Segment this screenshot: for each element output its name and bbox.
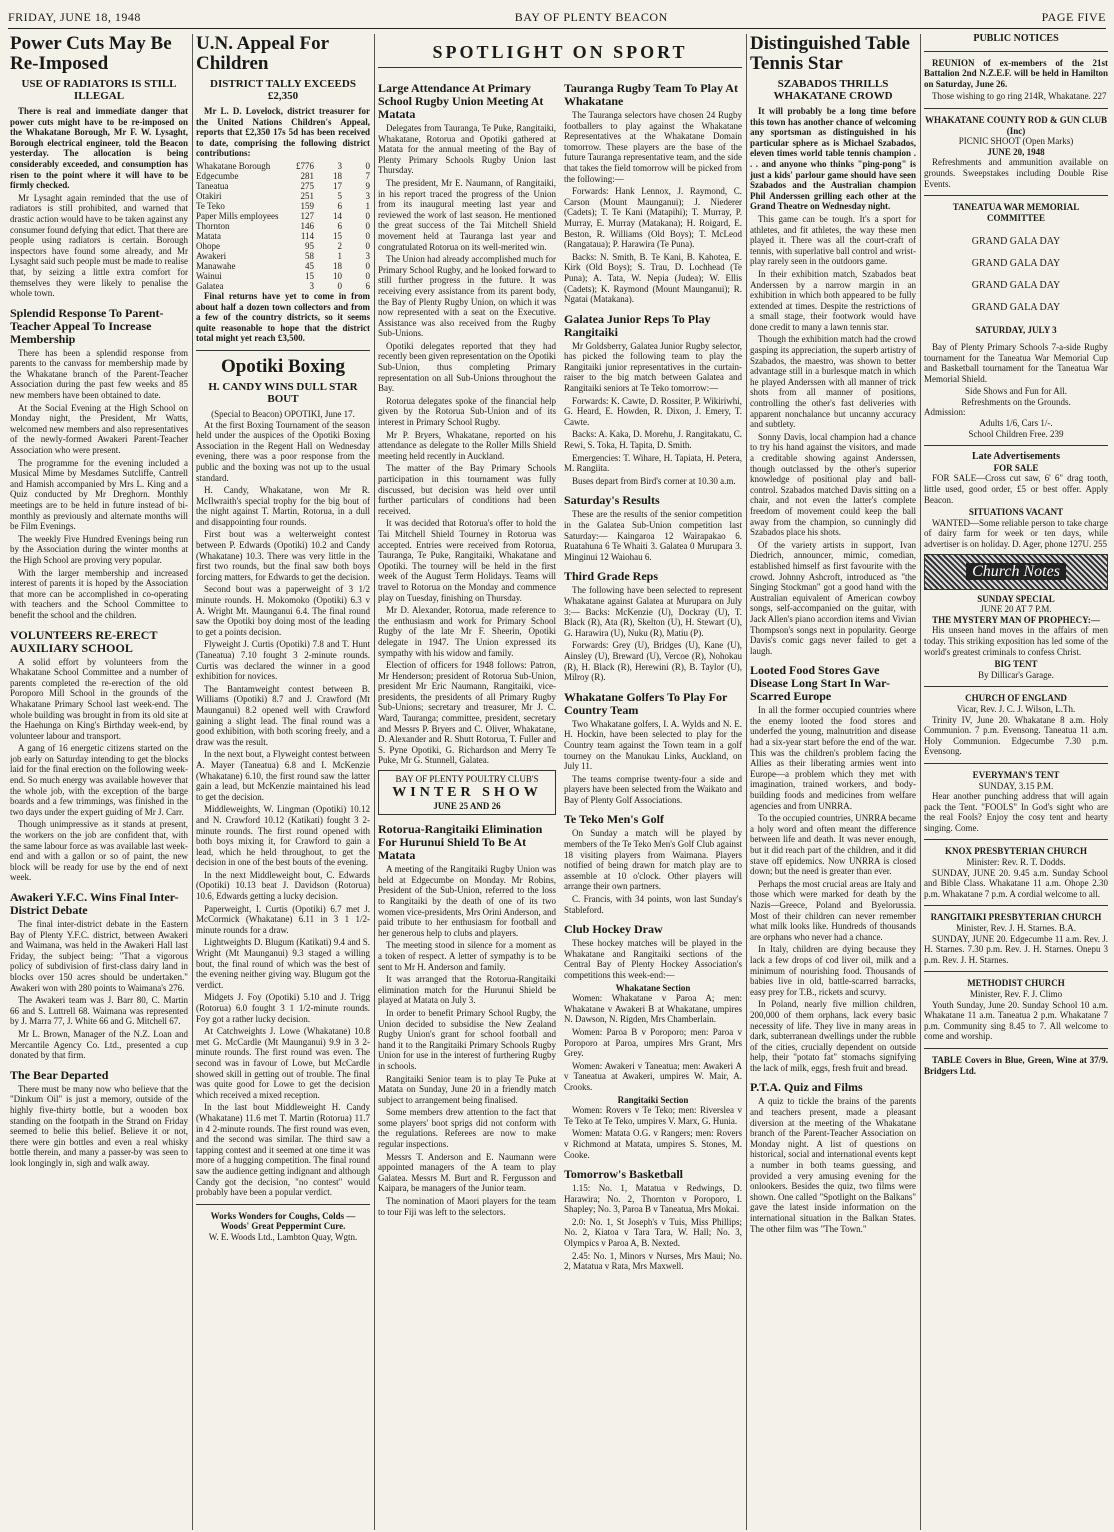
district-name: Whakatane Borough xyxy=(196,160,271,171)
byline: (Special to Beacon) OPOTIKI, June 17. xyxy=(211,408,355,419)
district-name: Awakeri xyxy=(196,250,227,261)
headline-bear-departed: The Bear Departed xyxy=(10,1067,109,1082)
rod-gun-club: WHAKATANE COUNTY ROD & GUN CLUB (Inc) xyxy=(924,114,1108,136)
paragraph: Mr Goldsberry, Galatea Junior Rugby selector, has picked the following team to play the Rangitaiki junior representatives in the curtain-raiser to the big match between Galatea and Rangitaiki seniors at Te Teko tomorrow:— xyxy=(564,340,742,394)
shillings: 6 xyxy=(337,200,342,211)
district-name: Matata xyxy=(196,230,221,241)
paragraph: A solid effort by volunteers from the Whakatane School Committee and a number of parents completed the re-erection of the old Poroporo Mill School in the grounds of the Whakatane Primary School last week-end. The whole building was brought in from its old site at the Haehunga on King's Birthday week-end, by volunteer labour and transport. xyxy=(10,656,188,741)
paragraph: Perhaps the most crucial areas are Italy and those which were marked for death by the Nazis—Greece, Poland and Byelorussia. Most of their children can never remember what milk looks like. Hundreds of thousands are orphans who never had a chance. xyxy=(750,878,916,942)
paragraph: Flyweight J. Curtis (Opotiki) 7.8 and T. Hunt (Taneatua) 7.10 fought 3 2-minute rounds. Curtis was declared the winner in a good exhibition for novices. xyxy=(196,639,370,682)
masthead-rule xyxy=(8,28,1106,29)
tally-row xyxy=(196,211,370,221)
paragraph: The following have been selected to represent Whakatane against Galatea at Murupara on July 3:— Backs: McKenzie (U), Dockray (U), T. Black (R), Ata (R), Skelton (U), H. Stewart (U), G. Harawira (U), Nuku (R), Matiu (P). xyxy=(564,585,742,638)
picnic-details: Refreshments and ammunition available on grounds. Sweepstakes including Double Rise Events. xyxy=(924,157,1108,189)
paragraph: Buses depart from Bird's corner at 10.30 a.m. xyxy=(572,475,736,486)
headline-table-tennis: Distinguished Table Tennis Star xyxy=(750,34,910,74)
district-name: Otakiri xyxy=(196,190,222,201)
column-4 xyxy=(564,74,742,1530)
gala-day: GRAND GALA DAY xyxy=(971,302,1061,314)
pounds: 146 xyxy=(300,220,314,231)
gala-day: GRAND GALA DAY xyxy=(971,236,1061,248)
church-of-england: CHURCH OF ENGLAND xyxy=(965,693,1067,704)
gala-refreshments: Refreshments on the Grounds. xyxy=(961,396,1071,407)
headline-pta-quiz: P.T.A. Quiz and Films xyxy=(750,1080,863,1095)
subhead-candy: H. CANDY WINS DULL STAR BOUT xyxy=(208,380,358,405)
district-name: Wainui xyxy=(196,270,222,281)
paragraph: Election of officers for 1948 follows: Patron, Mr Henderson; president of Rotorua Sub-Union, president Mr Eric Naumann, Rangitaiki, vice-presidents, the presidents of all Primary Rugby Sub-Unions; secretary and treasurer, Mr J. C. Ward, Tauranga; committee, president, secretary and Messrs P. Bryers and C. Oliver, Whakatane, D. Alexander and R. Shutt Rotorua, T. Fuller and S. Pyne Opotiki, G. Richardson and Merry Te Puke, Mr G. Stunnell, Galatea. xyxy=(378,660,556,766)
pounds: 45 xyxy=(305,260,314,271)
everymans-time: SUNDAY, 3.15 P.M. xyxy=(978,780,1054,791)
district-name: Ohope xyxy=(196,240,220,251)
district-name: Galatea xyxy=(196,280,224,291)
pence: 0 xyxy=(365,220,370,231)
knox-minister: Minister: Rev. R. T. Dodds. xyxy=(966,857,1066,868)
divider xyxy=(924,195,1108,196)
tally-row xyxy=(196,221,370,231)
paragraph: Women: Matata O.G. v Rangers; men: Rovers v Richmond at Matata, umpires S. Stones, M. Cooke. xyxy=(564,1128,742,1160)
pounds: 58 xyxy=(305,250,314,261)
big-tent: BIG TENT xyxy=(994,659,1038,670)
shillings: 15 xyxy=(333,230,342,241)
column-rule xyxy=(374,34,375,1530)
shillings: 6 xyxy=(337,220,342,231)
column-rule xyxy=(746,34,747,1530)
pounds: 95 xyxy=(305,240,314,251)
headline-te-teko-golf: Te Teko Men's Golf xyxy=(564,812,664,827)
paragraph: The weekly Five Hundred Evenings being run by the Association during the winter months at the High School are proving very popular. xyxy=(10,533,188,565)
paragraph: To the occupied countries, UNRRA became a holy word and often meant the difference between life and death. It was never enough, but it did reach part of the children, and it did stave off epidemics. Now UNRRA is closed down; but the need is greater than ever. xyxy=(750,813,916,877)
shillings: 17 xyxy=(333,180,342,191)
paragraph: In the last bout Middleweight H. Candy (Whakatane) 11.6 met T. Martin (Rotorua) 11.7 in 4 2-minute rounds. The first round was even, and the second was similar. The third saw a tapping contest and it seemed at one time it was more of a hugging competition. The final round saw the audience getting indignant and although Candy got the decision, "no contest" would probably have been a popular verdict. xyxy=(196,1102,370,1198)
headline-looted-food: Looted Food Stores Gave Disease Long Start In War-Scarred Europe xyxy=(750,663,891,704)
paragraph: The matter of the Bay Primary Schools participation in this tournament was fully discussed, but decision was held over until further particulars of conditions had been received. xyxy=(378,463,556,516)
headline-primary-rugby: Large Attendance At Primary School Rugby Union Meeting At Matata xyxy=(378,81,544,121)
column-1 xyxy=(10,34,188,1530)
pence: 0 xyxy=(365,210,370,221)
paragraph: Forwards: Hank Lennox, J. Raymond, C. Carson (Mount Maunganui); J. Niederer (Cadets); T. Te Kani (Matapihi); T. Murray, P. Murray, E. Murray (Matakana); H. Roigard, E. Beston, R. Williams (Old Boys); T. McLeod (Rangataua); P. Harawira (Te Puna). xyxy=(564,186,742,250)
tally-row xyxy=(196,281,370,291)
pence: 0 xyxy=(365,160,370,171)
paragraph: At Catchweights J. Lowe (Whakatane) 10.8 met G. McCardle (Mt Maunganui) 9.9 in 3 2-minute rounds. The first round was even. The second was in favour of Lowe, but McCardle showed skill in getting out of trouble. The final was quite good for Lowe to get the decision which received a mixed reception. xyxy=(196,1026,370,1100)
column-5 xyxy=(750,34,916,1530)
divider xyxy=(924,971,1108,972)
paragraph: A meeting of the Rangitaiki Rugby Union was held at Edgecumbe on Monday. Mr Robins, President of the Sub-Union, referred to the loss to Rangitaiki by the death of one of its two women vice-presidents, Mrs Orini Anderson, and paid tribute to her enthusiasm for football and her generous help to clubs and players. xyxy=(378,864,556,938)
tally-row xyxy=(196,251,370,261)
tally-row xyxy=(196,261,370,271)
paragraph: At the first Boxing Tournament of the season held under the auspices of the Opotiki Boxing Association in the Regent Hall on Wednesday evening, there was a poor response from the public and the boxing was not up to the usual standard. xyxy=(196,419,370,483)
pence: 0 xyxy=(365,270,370,281)
tally-row xyxy=(196,161,370,171)
headline-power-cuts: Power Cuts May Be Re-Imposed xyxy=(10,34,172,74)
shillings: 10 xyxy=(333,270,342,281)
headline-saturday-results: Saturday's Results xyxy=(564,493,660,508)
divider xyxy=(924,905,1108,906)
pence: 7 xyxy=(365,170,370,181)
issue-date: FRIDAY, JUNE 18, 1948 xyxy=(8,10,141,24)
paragraph: The Bantamweight contest between B. Williams (Opotiki) 8.7 and J. Crawford (Mt Maunganui) 8.2 opened well with Crawford gaining a slight lead. The final round was a good exhibition, with both scoring freely, and a draw was the result. xyxy=(196,683,370,747)
section-label: Whakatane Section xyxy=(615,982,691,993)
pence: 0 xyxy=(365,260,370,271)
paragraph: In their exhibition match, Szabados beat Anderssen by a narrow margin in an exhibition in which both appeared to be fully extended at times. Despite the restrictions of a small stage, their footwork would have done credit to many a lawn tennis star. xyxy=(750,268,916,332)
church-notes-banner xyxy=(924,554,1108,590)
paragraph: The president, Mr E. Naumann, of Rangitaiki, in his report traced the progress of the Union from its inaugural meeting last year and reviewed the work of last season. He mentioned the great success of the Tai Mitchell Shield movement held at Tauranga last year and congratulated Rotorua on its well-merited win. xyxy=(378,177,556,252)
paragraph: In the next Middleweight bout, C. Edwards (Opotiki) 10.13 beat J. Davidson (Rotorua) 10.6, Edwards getting a lucky decision. xyxy=(196,869,370,902)
methodist-minister: Minister, Rev. F. J. Climo xyxy=(969,989,1063,999)
paragraph: Sonny Davis, local champion had a chance to try his hand against the visitors, and made a creditable showing against Anderssen, though outclassed by the other's superior knowledge of positional play and ball-control. Szabados matched Davis sitting on a chair, and not even the latter's complete freedom of movement could keep the ball away from the champion, so cunningly did Szabados place his shots. xyxy=(750,431,916,538)
gala-sideshows: Side Shows and Fun for All. xyxy=(964,386,1067,397)
headline-awakeri-debate: Awakeri Y.F.C. Wins Final Inter-District Debate xyxy=(10,890,179,917)
district-name: Paper Mills employees xyxy=(196,210,279,221)
pounds: 275 xyxy=(300,180,314,191)
pence: 0 xyxy=(365,230,370,241)
paragraph: C. Francis, with 34 points, won last Sunday's Stableford. xyxy=(564,894,742,915)
paragraph: The meeting stood in silence for a moment as a token of respect. A letter of sympathy is to be sent to Mr H. Anderson and family. xyxy=(378,940,556,972)
divider xyxy=(924,445,1108,446)
paragraph: These are the results of the senior competition in the Galatea Sub-Union competition last Saturday:— Kaingaroa 12 Wairapakao 6. Ruatahuna 6 Te Whaiti 3. Galatea 0 Murupara 3. Minginui 12 Waiohau 6. xyxy=(564,509,742,562)
gala-adults: Adults 1/6, Cars 1/-. xyxy=(979,418,1053,429)
paragraph: Backs: N. Smith, B. Te Kani, B. Kahotea, E. Kirk (Old Boys); S. Trau, D. Lochhead (Te Puna); A. Tata, W. Nepia (Judea); W. Ellis (Cadets); K. Raymond (Mount Maunganui); R. Ngatai (Matakana). xyxy=(564,251,742,305)
pounds: 281 xyxy=(300,170,314,181)
pounds: 15 xyxy=(305,270,314,281)
paragraph: The nomination of Maori players for the team to tour Fiji was left to the selectors. xyxy=(378,1196,556,1217)
public-notices-header: PUBLIC NOTICES xyxy=(973,34,1059,44)
advert-woods-small: W. E. Woods Ltd., Lambton Quay, Wgtn. xyxy=(208,1231,358,1242)
everymans-tent: EVERYMAN'S TENT xyxy=(972,769,1060,780)
rangitaiki-church: RANGITAIKI PRESBYTERIAN CHURCH xyxy=(930,912,1102,923)
paragraph: Women: Rovers v Te Teko; men: Riverslea v Te Teko at Te Teko, umpires V. Marx, G. Hunia. xyxy=(564,1105,742,1126)
tally-row xyxy=(196,231,370,241)
paragraph: Midgets J. Foy (Opotiki) 5.10 and J. Trigg (Rotorua) 6.0 fought 3 1 1/2-minute rounds. Foy got a rather lucky decision. xyxy=(196,992,370,1024)
district-name: Te Teko xyxy=(196,200,225,211)
headline-galatea-junior: Galatea Junior Reps To Play Rangitaiki xyxy=(564,311,711,339)
paragraph: Second bout was a paperweight of 3 1/2 minute rounds. H. Mokomoko (Opotiki) 6.3 v A. Wright Mt. Maunganui 6.4. The final round saw the Opotiki boy doing most of the leading to get a points decision. xyxy=(196,584,370,637)
tally-row xyxy=(196,171,370,181)
paragraph: The teams comprise twenty-four a side and players have been selected from the Waikato and Bay of Plenty Golf Associations. xyxy=(564,773,742,805)
divider xyxy=(924,108,1108,109)
paragraph: Women: Awakeri v Taneatua; men: Awakeri A v Taneatua at Awakeri, umpires W. Mair, A. Crooks. xyxy=(564,1060,742,1092)
paragraph: There has been a splendid response from parents to the canvass for membership made by the Whakatane branch of the Parent-Teacher Association during the past few weeks and 85 new members have been obtained to date. xyxy=(10,347,188,401)
notice-reunion: REUNION of ex-members of the 21st Battalion 2nd N.Z.E.F. will be held in Hamilton on Saturday, June 26. xyxy=(924,57,1108,89)
gala-children: School Children Free. 239 xyxy=(968,428,1064,439)
district-name: Edgecumbe xyxy=(196,170,239,181)
shillings: 0 xyxy=(337,280,342,291)
picnic-date: JUNE 20, 1948 xyxy=(987,146,1045,157)
paragraph: Lightweights D. Blugum (Katikati) 9.4 and S. Wright (Mt Maunganui) 9.3 staged a willing bout, the final round of which was the best of the evening neither giving way. Blugum got the verdict. xyxy=(196,937,370,990)
shillings: 5 xyxy=(337,190,342,201)
paragraph: Mr P. Bryers, Whakatane, reported on his attendance as delegate to the Roller Mills Shield meeting held recently in Auckland. xyxy=(378,429,556,461)
paragraph: Women: Paroa B v Poroporo; men: Paroa v Poroporo at Paroa, umpires Mrs Grant, Mrs Grey. xyxy=(564,1026,742,1059)
paragraph: The Tauranga selectors have chosen 24 Rugby footballers to play against the Whakatane Representatives at the Whakatane Domain tomorrow. These players are the base of the future Tauranga representative team, and the side that takes the field tomorrow will be picked from the following:— xyxy=(564,110,742,184)
paragraph: Paperweight, I. Curtis (Opotiki) 6.7 met J. McCormick (Whakatane) 6.11 in 3 1 1/2-minute rounds for a draw. xyxy=(196,903,370,935)
paragraph: Messrs T. Anderson and E. Naumann were appointed managers of the A team to play Galatea. Messrs M. Burt and R. Fergusson and Kaipara, be managers of the Junior team. xyxy=(378,1151,556,1194)
paragraph: Final returns have yet to come in from about half a dozen town collectors and from a few of the country districts, so it seems quite reasonable to hope that the district total might yet reach £3,500. xyxy=(196,290,370,344)
paragraph: In order to benefit Primary School Rugby, the Union decided to subsidise the New Zealand Rugby Union's grant for school football and hand it to the Rangitaiki Primary Schools Rugby Union for use in the interest of furthering Rugby in schools. xyxy=(378,1007,556,1071)
paragraph: In Poland, nearly five million children, 200,000 of them orphans, lack every basic necessity of life. They live in many areas in dark, subterranean dwellings under the rubble of the cities, crucially dependent on outside help, their "potato fat" stomachs signifying the lack of milk, eggs, fresh fruit and bread. xyxy=(750,999,916,1073)
picnic-shoot: PICNIC SHOOT (Open Marks) xyxy=(958,136,1074,147)
methodist-church: METHODIST CHURCH xyxy=(967,978,1065,989)
pence: 9 xyxy=(365,180,370,191)
paragraph: Though unimpressive as it stands at present, the workers on the job are confident that, with the same labour force as was available last week-end and with a gallon or so of paint, the new block will be ready for use by the end of next week. xyxy=(10,819,188,883)
paragraph: The final inter-district debate in the Eastern Bay of Plenty Y.F.C. district, between Awakeri and Waimana, was held in the Awakeri Hall last Friday, the subject being: "That a vigorous policy of subdivision of first-class dairy land in blocks over 150 acres should be undertaken." Awakeri won with 280 points to Waimana's 276. xyxy=(10,919,188,993)
divider xyxy=(924,839,1108,840)
headline-golfers: Whakatane Golfers To Play For Country Team xyxy=(564,689,728,717)
subhead-radiators: USE OF RADIATORS IS STILL ILLEGAL xyxy=(21,78,177,102)
paragraph: On Sunday a match will be played by members of the Te Teko Men's Golf Club against 18 visiting players from Waimana. Players notified of being drawn for match play are to assemble at 10 o'clock. Other players will arrange their own partners. xyxy=(564,828,742,892)
table-covers-ad: TABLE Covers in Blue, Green, Wine at 37/9. Bridgers Ltd. xyxy=(924,1054,1108,1076)
rangitaiki-services: SUNDAY, JUNE 20. Edgecumbe 11 a.m. Rev. J. H. Starnes. 7.30 p.m. Rev. J. H. Starnes. Onepu 3 p.m. Rev. J. H. Starnes. xyxy=(924,933,1108,965)
church-notes-title: Church Notes xyxy=(966,563,1066,580)
everymans-desc: Hear another punching address that will again pack the Tent. "FOOLS" In God's sight who are the real Fools? Enjoy the cosy tent and hearty singing. Come. xyxy=(924,791,1108,833)
rangitaiki-minister: Minister, Rev. J. H. Starnes. B.A. xyxy=(955,923,1077,934)
paragraph: In Italy, children are dying because they lack a few drops of cod liver oil, milk and a minimum of nourishing food. Thousands of babies live in old, battle-scarred barracks, easy prey for T.B., rickets and scurvy. xyxy=(750,944,916,997)
column-6 xyxy=(924,34,1108,1530)
tally-row xyxy=(196,241,370,251)
paragraph: Mr L. Brown, Manager of the N.Z. Loan and Mercantile Agency Co. Ltd., presented a cup donated by that firm. xyxy=(10,1028,188,1061)
page-number: PAGE FIVE xyxy=(1041,10,1106,24)
headline-un-appeal: U.N. Appeal For Children xyxy=(196,34,329,74)
shillings: 2 xyxy=(337,240,342,251)
shillings: 3 xyxy=(337,160,342,171)
pounds: £776 xyxy=(296,160,314,171)
methodist-services: Youth Sunday, June 20. Sunday School 10 a.m. Whakatane 11 a.m. Taneatua 2 p.m. Whakatane 7 p.m. Community sing 8.45 to 7. All welcome to come and worship. xyxy=(924,999,1108,1042)
paragraph: It was arranged that the Rotorua-Rangitaiki elimination match for the Hurunui Shield be played at Matata on July 3. xyxy=(378,974,556,1006)
situations-vacant-header: SITUATIONS VACANT xyxy=(968,507,1064,518)
divider xyxy=(924,51,1108,52)
headline-tauranga-rugby: Tauranga Rugby Team To Play At Whakatane xyxy=(564,81,738,108)
lead-paragraph: It will probably be a long time before this town has another chance of welcoming any sportsman as distinguished in his particular sphere as is Michael Szabados, eleven times world table tennis champion . . . and anyone who thinks "ping-pong" is just a kids' parlour game should have seen Szabados and the Australian champion Phil Anderssen grilling each other at the Grand Theatre on Wednesday night. xyxy=(750,106,916,212)
paragraph: Rangitaiki Senior team is to play Te Puke at Matata on Sunday, June 20 in a friendly match subject to arrangement being finalised. xyxy=(378,1073,556,1105)
shillings: 14 xyxy=(333,210,342,221)
poultry-winter-show: WINTER SHOW xyxy=(392,784,542,800)
for-sale-header: FOR SALE xyxy=(993,462,1039,473)
paragraph: 2.45: No. 1, Minors v Nurses, Mrs Maui; No. 2, Matatua v Rata, Mrs Maxwell. xyxy=(564,1250,742,1272)
paragraph: Middleweights, W. Lingman (Opotiki) 10.12 and N. Crawford 10.12 (Katikati) fought 3 2-minute rounds. The first round opened with both boys mixing it, for Crawford to gain a lead, which he held throughout, to get the decision in one of the best bouts of the evening. xyxy=(196,804,370,868)
masthead xyxy=(8,10,1106,28)
poultry-club: BAY OF PLENTY POULTRY CLUB'S xyxy=(395,774,539,785)
shillings: 18 xyxy=(333,260,342,271)
lead-paragraph: There is real and immediate danger that power cuts might have to be re-imposed on the Whakatane Borough, Mr F. W. Lysaght, Borough electrical engineer, told the Beacon yesterday. The allocation is being considerably exceeded, and consumption has risen to the point where it will have to be firmly checked. xyxy=(10,106,188,191)
subhead-szabados: SZABADOS THRILLS WHAKATANE CROWD xyxy=(773,78,893,102)
poultry-show-ad xyxy=(378,770,556,815)
pounds: 3 xyxy=(309,280,314,291)
headline-hockey-draw: Club Hockey Draw xyxy=(564,922,663,937)
paragraph: Though the exhibition match had the crowd gasping its appreciation, the superb artistry of Szabados, the maestro, was shown to better advantage still in a burlesque match in which he played Anderssen with all manner of trick shots from all manner of positions, controlling the other's fast deliveries with apparent nonchalance but uncanny accuracy and subtlety. xyxy=(750,334,916,430)
tally-table xyxy=(196,161,370,291)
paragraph: Of the variety artists in support, Ivan Diedrich, announcer, mimic, comedian, established himself as first favourite with the crowd. Johnny Ashcroft, introduced as "the Singing Stockman" got a good hand with the Australian equivalent of American cowboy songs, self-accompanied on the guitar, with Jack Allen's piano accordion items and Vivian Thompson's songs next in popularity. George Davis's comic gags never failed to get a laugh. xyxy=(750,539,916,656)
pounds: 159 xyxy=(300,200,314,211)
sunday-special: SUNDAY SPECIAL xyxy=(977,593,1055,604)
column-2 xyxy=(196,34,370,1530)
notice-reunion-contact: Those wishing to go ring 214R, Whakatane. 227 xyxy=(932,91,1107,102)
gala-date: SATURDAY, JULY 3 xyxy=(975,325,1057,336)
shillings: 1 xyxy=(337,250,342,261)
pence: 3 xyxy=(365,250,370,261)
paragraph: Emergencies: T. Wihare, H. Tapiata, H. Petera, M. Rangiita. xyxy=(564,452,742,474)
pounds: 114 xyxy=(300,230,314,241)
tally-row xyxy=(196,191,370,201)
district-name: Manawahe xyxy=(196,260,236,271)
district-name: Taneatua xyxy=(196,180,229,191)
divider xyxy=(196,350,370,351)
tally-row xyxy=(196,181,370,191)
paragraph: There must be many now who believe that the "Dinkum Oil" is just a memory, outside of the highly five-thirty bottle, but a wooden box standing on the footpath in the Strand on Friday seemed to belie this belief. Believe it or not, there were gin bottles and even a real whisky bottle therein, and many a passer-by was seen to look longingly in, sigh and walk away. xyxy=(10,1083,188,1168)
column-rule xyxy=(920,34,921,1530)
paragraph: Forwards: Grey (U), Bridges (U), Kane (U), Ainsley (U), Breward (U), Vercoe (R), Nohokau (R), H. Black (R), Herewini (R), B. Taylor (U), Milroy (R). xyxy=(564,640,742,683)
paragraph: The Awakeri team was J. Barr 80, C. Martin 66 and S. Luttrell 68. Waimana was represented by J. Marra 77, J. White 66 and G. Mitchell 67. xyxy=(10,995,188,1027)
divider xyxy=(196,1204,370,1205)
paragraph: With the larger membership and increased interest of parents it is hoped by the Association that more can be accomplished in co-operating with teachers and the School Committee to benefit the school and the children. xyxy=(10,567,188,620)
paragraph: In all the former occupied countries where the enemy looted the food stores and underfed the young, malnutrition and disease had a six-year start before the end of the war. This was the children's problem facing the Allies as their liberating armies went into Europe—a problem which they met with imagination, trained workers, and body-building foods and medicines from welfare agencies and from UNRRA. xyxy=(750,705,916,811)
paragraph: Some members drew attention to the fact that some players' boot sprigs did not conform with the regulations. Referees are now to make regular inspections. xyxy=(378,1107,556,1150)
big-tent-location: By Dillicar's Garage. xyxy=(978,669,1054,680)
paragraph: Forwards: K. Cawte, D. Rossiter, P. Wikiriwhi, G. Heard, E. Howden, R. Dixon, J. Emery, T. Cawte. xyxy=(564,395,742,427)
gala-admission: Admission: xyxy=(924,407,966,418)
knox-services: SUNDAY, JUNE 20. 9.45 a.m. Sunday School and Bible Class. Whakatane 11 a.m. Ohope 2.30 p.m. Whakatane 7 p.m. A cordial welcome to all. xyxy=(924,867,1108,899)
pounds: 127 xyxy=(300,210,314,221)
paragraph: The programme for the evening included a Musical Mime by Mesdames Sutcliffe, Cantrell and Hamish accompanied by Mrs L. King and a Quiz conducted by Mr Dreghorn. Monthly meetings are to be held in future instead of bi-monthly as previously and alternate months will be Film Evenings. xyxy=(10,457,188,532)
knox-church: KNOX PRESBYTERIAN CHURCH xyxy=(944,846,1087,857)
headline-opotiki-boxing: Opotiki Boxing xyxy=(220,355,346,377)
spotlight-banner: SPOTLIGHT ON SPORT xyxy=(378,42,742,68)
pence: 3 xyxy=(365,190,370,201)
gala-day: GRAND GALA DAY xyxy=(971,258,1061,270)
divider xyxy=(924,686,1108,687)
coe-services: Trinity IV, June 20. Whakatane 8 a.m. Holy Communion. 7 p.m. Evensong. Taneatua 11 a.m. Holy Communion. Edgecumbe 7.30 p.m. Evensong. xyxy=(924,714,1108,757)
paragraph: Delegates from Tauranga, Te Puke, Rangitaiki, Whakatane, Rotorua and Opotiki gathered at Matata for the annual meeting of the Bay of Plenty Primary Schools Rugby Union last Thursday. xyxy=(378,123,556,176)
for-sale-saw: FOR SALE—Cross cut saw, 6' 6" drag tooth, little used, good order, £5 or best offer. Apply Beacon. xyxy=(924,473,1108,505)
paper-title: BAY OF PLENTY BEACON xyxy=(514,10,668,24)
paragraph: Backs: A. Kaka, D. Morehu, J. Rangitakatu, C. Rewi, S. Toka, H. Tapita, D. Smith. xyxy=(564,429,742,451)
paragraph: First bout was a welterweight contest between P. Edwards (Opotiki) 10.2 and Candy (Whakatane) 10.3. There was very little in the first two rounds, but the final saw both boys forcing matters, for Edwards to get the decision. xyxy=(196,529,370,582)
column-3 xyxy=(378,74,556,1530)
paragraph: Rotorua delegates spoke of the financial help given by the Rotorua Sub-Union and of its interest in Primary School Rugby. xyxy=(378,395,556,428)
paragraph: Mr Lysaght again reminded that the use of radiators is still prohibited, and warned that drastic action would have to be taken against any consumer found defying that edict. That there are people using radiators is certain. Borough inspectors have found some already, and Mr Lysaght said such people must be made to realise that, by seizing a little extra comfort for themselves they were likely to penalise the whole town. xyxy=(10,192,188,299)
headline-third-grade: Third Grade Reps xyxy=(564,569,659,584)
paragraph: It was decided that Rotorua's offer to hold the Tai Mitchell Shield Tourney in Rotorua was accepted. Entries were received from Rotorua, Tauranga, Te Puke, Rangitaiki, Whakatane and Opotiki. The tourney will be held in the first week of the August Term Holidays. Teams will travel to Rotorua on the Monday and commence play on Tuesday, finishing on Thursday. xyxy=(378,518,556,603)
gala-day: GRAND GALA DAY xyxy=(971,280,1061,292)
pounds: 251 xyxy=(300,190,314,201)
headline-volunteers: VOLUNTEERS RE-ERECT AUXILIARY SCHOOL xyxy=(10,627,158,655)
divider xyxy=(924,1048,1108,1049)
pence: 6 xyxy=(365,280,370,291)
gala-details: Bay of Plenty Primary Schools 7-a-side Rugby tournament for the Taneatua War Memorial Cup and Basketball tournament for the Taneatua War Memorial Shield. xyxy=(924,341,1108,384)
wanted-farm: WANTED—Some reliable person to take charge of dairy farm for week or ten days, while advertiser is on holiday. D. Ager, phone 127U. 255 xyxy=(924,517,1108,549)
paragraph: This game can be tough. It's a sport for athletes, and fit athletes, the way these men played it. There was all the court-craft of tennis, with superlative ball control and wrist-play rarely seen in the outdoors game. xyxy=(750,213,916,267)
poultry-dates: JUNE 25 AND 26 xyxy=(433,800,501,811)
tally-row xyxy=(196,201,370,211)
advert-woods: Works Wonders for Coughs, Colds — Woods' Great Peppermint Cure. xyxy=(210,1210,356,1232)
paragraph: Opotiki delegates reported that they had recently been given representation on the Opotiki Sub-Union, thus completing Primary representation on all Sub-Unions throughout the Bay. xyxy=(378,340,556,394)
subhead-tally: DISTRICT TALLY EXCEEDS £2,350 xyxy=(210,78,356,102)
mystery-man-desc: His unseen hand moves in the affairs of men today. This striking exposition has led some of the world's greatest criminals to confess Christ. xyxy=(924,625,1108,657)
paragraph: 1.15: No. 1, Matatua v Redwings, D. Harawira; No. 2, Thornton v Poroporo, I. Shapley; No. 3, Paroa B v Taneatua, Mrs Mokai. xyxy=(564,1183,742,1215)
late-advertisements: Late Advertisements xyxy=(971,451,1061,463)
headline-basketball: Tomorrow's Basketball xyxy=(564,1167,684,1182)
pence: 0 xyxy=(365,240,370,251)
shillings: 18 xyxy=(333,170,342,181)
pence: 1 xyxy=(365,200,370,211)
tally-row xyxy=(196,271,370,281)
paragraph: At the Social Evening at the High School on Monday night, the President, Mr Watts, welcomed new members and also representatives of the newly-formed Awakeri Parent-Teacher Association who were present. xyxy=(10,402,188,456)
gala-day-lines xyxy=(924,231,1108,319)
column-rule xyxy=(192,34,193,1530)
paragraph: A gang of 16 energetic citizens started on the job early on Saturday intending to get the blocks laid for the final erection on the following week-end. So much energy was available however that the whole job, with the exception of the barge boards and a few trimmings, was finished in the two days under the expert guiding of Mr J. Carr. xyxy=(10,743,188,817)
war-memorial-committee: TANEATUA WAR MEMORIAL COMMITTEE xyxy=(952,202,1080,223)
paragraph: The Union had already accomplished much for Primary School Rugby, and he looked forward to still further progress in the future. It was receiving every assistance from its parent body, the Bay of Plenty Rugby Union, on which it was now represented with a seat on the Executive. Assistance was also received from the Rugby Sub-Unions. xyxy=(378,254,556,339)
district-name: Thornton xyxy=(196,220,230,231)
paragraph: A quiz to tickle the brains of the parents and teachers present, made a pleasant diversion at the meeting of the Whakatane branch of the Parent-Teacher Association on Monday night. A list of questions on historical, social and international events kept a number in both teams guessing, and provided a very amusing evening for the onlookers. Besides the quiz, two films were shown. One called "Spotlight on the Balkans" gave the latest inside information on the international situation in the Balkan States. The other film was "The Town." xyxy=(750,1096,916,1234)
headline-hurunui-shield: Rotorua-Rangitaiki Elimination For Hurunui Shield To Be At Matata xyxy=(378,822,543,863)
paragraph: 2.0: No. 1, St Joseph's v Tuis, Miss Phillips; No. 2, Kiatoa v Tara Tara, W. Hall; No. 3, Olympics v Paroa A, B. Nexted. xyxy=(564,1216,742,1249)
paragraph: Mr D. Alexander, Rotorua, made reference to the enthusiasm and work for Primary School Rugby of the late Mr F. Sheerin, Opotiki delegate in 1947. The Union expressed its sympathy with his widow and family. xyxy=(378,605,556,658)
divider xyxy=(924,763,1108,764)
paragraph: These hockey matches will be played in the Whakatane and Rangitaiki sections of the Central Bay of Plenty Hockey Association's competitions this week-end:— xyxy=(564,938,742,980)
headline-parent-teacher: Splendid Response To Parent-Teacher Appeal To Increase Membership xyxy=(10,305,164,346)
paragraph: In the next bout, a Flyweight contest between A. Mayer (Taneatua) 6.8 and I. McKenzie (Whakatane) 6.10, the first round saw the latter gain a lead, but McKenzie maintained his lead to get the decision. xyxy=(196,749,370,802)
paragraph: Women: Whakatane v Paroa A; men: Whakatane v Awakeri B at Whakatane, umpires N. Dawson, N. Rigden, Mrs Chamberlain. xyxy=(564,993,742,1025)
sunday-special-time: JUNE 20 AT 7 P.M. xyxy=(980,604,1052,615)
paragraph: Two Whakatane golfers, I. A. Wylds and N. E. H. Hockin, have been selected to play for the Country team against the Town team in a golf tourney on the Manukau Links, Auckland, on July 11. xyxy=(564,718,742,772)
paragraph: H. Candy, Whakatane, won Mr R. McIlwraith's special trophy for the big bout of the night against T. Martin, Rotorua, in a dull and disappointing four rounds. xyxy=(196,485,370,527)
coe-vicar: Vicar, Rev. J. C. J. Wilson, L.Th. xyxy=(956,703,1076,714)
lead-paragraph: Mr L. D. Lovelock, district treasurer for the United Nations Children's Appeal, reports that £2,350 17s 5d has been received to date, comprising the following district contributions: xyxy=(196,106,370,159)
section-label: Rangitaiki Section xyxy=(617,1094,689,1105)
mystery-man: THE MYSTERY MAN OF PROPHECY:— xyxy=(932,614,1100,625)
